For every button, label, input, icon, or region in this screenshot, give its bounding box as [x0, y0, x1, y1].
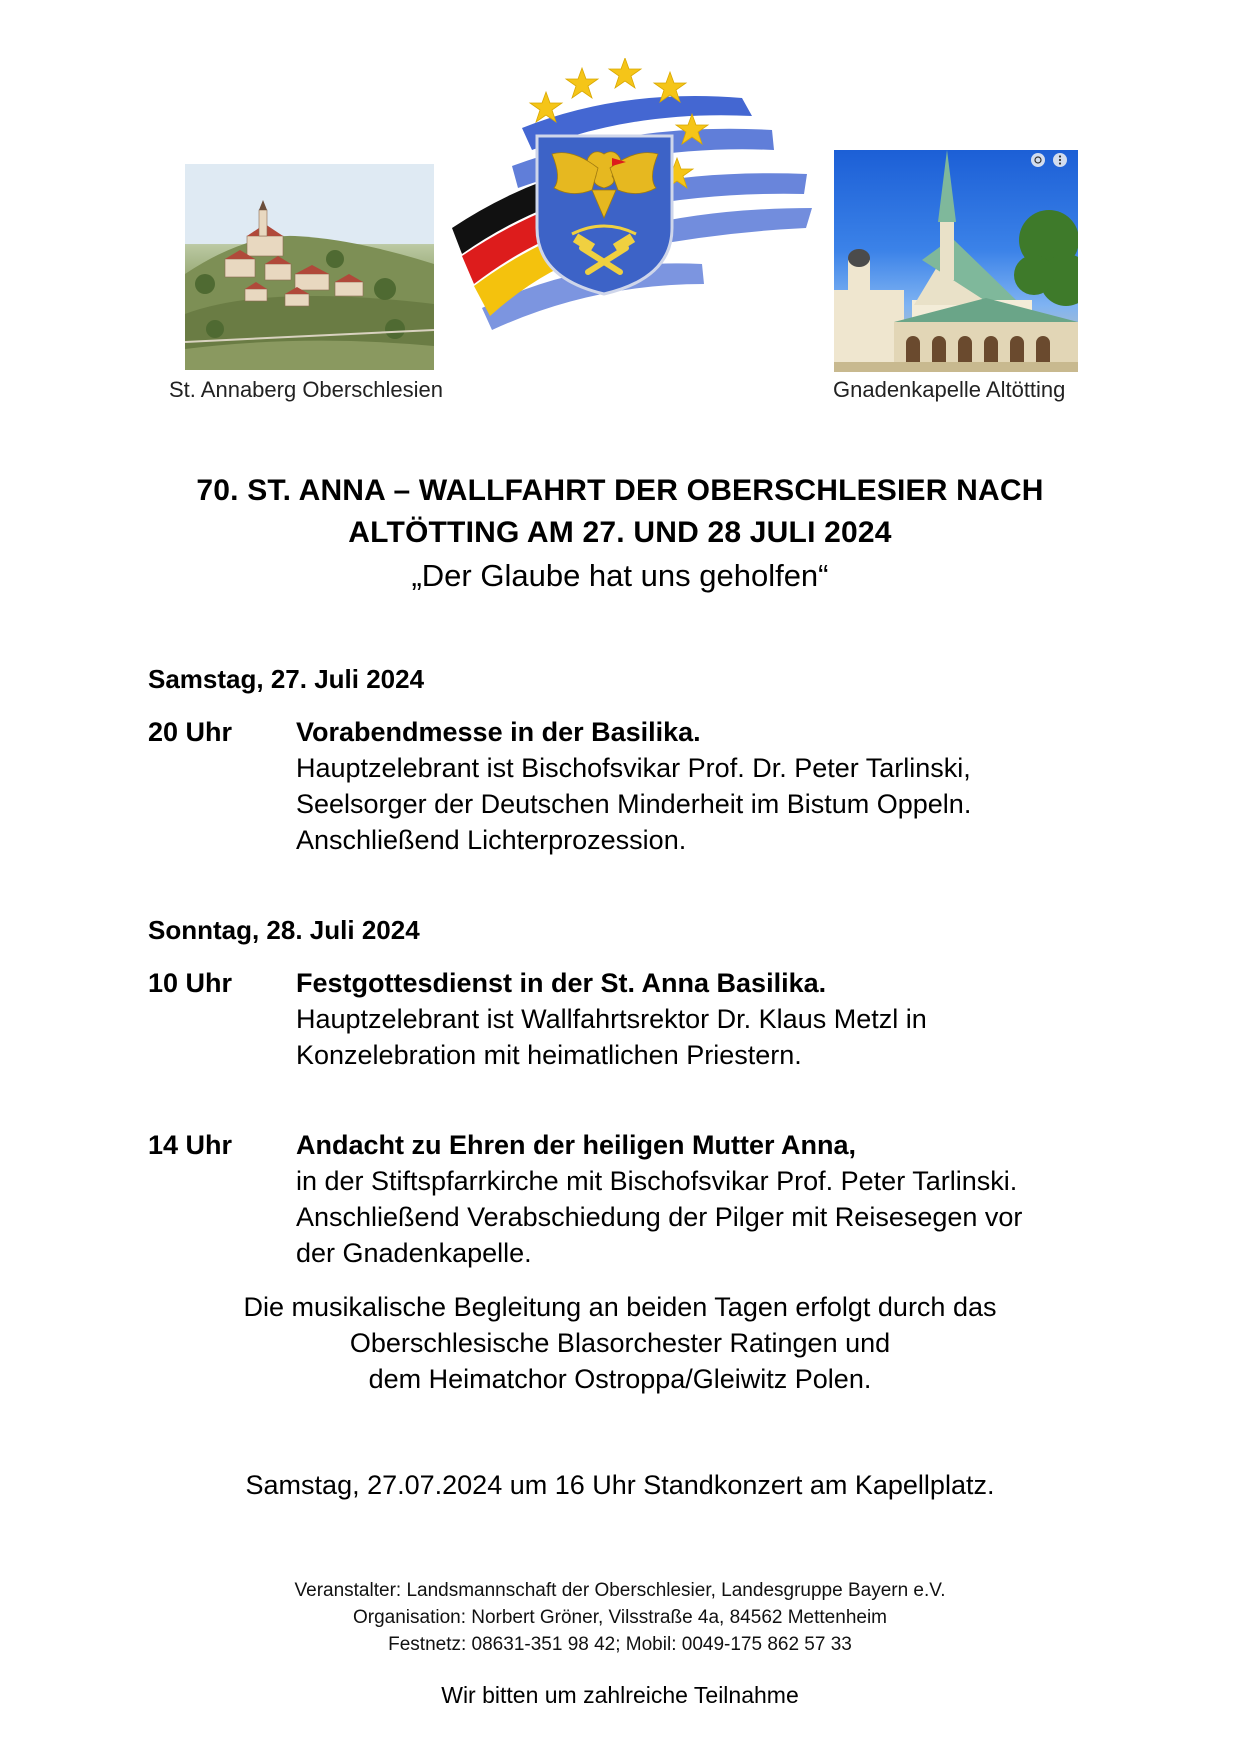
event-detail-line: der Gnadenkapelle. — [296, 1238, 532, 1268]
caption-gnadenkapelle: Gnadenkapelle Altötting — [833, 377, 1066, 402]
title-line-2: ALTÖTTING AM 27. UND 28 JULI 2024 — [348, 516, 892, 549]
day-heading-saturday: Samstag, 27. Juli 2024 — [148, 664, 425, 694]
event-detail-line: Anschließend Lichterprozession. — [296, 825, 687, 855]
motto-subtitle: „Der Glaube hat uns geholfen“ — [411, 558, 829, 593]
lens-icon — [1031, 153, 1045, 167]
event-detail-line: Hauptzelebrant ist Bischofsvikar Prof. Dr. Peter Tarlinski, — [296, 753, 971, 783]
event-detail-line: Hauptzelebrant ist Wallfahrtsrektor Dr. Klaus Metzl in — [296, 1004, 927, 1034]
emblem-graphic — [452, 58, 822, 338]
caption-st-annaberg: St. Annaberg Oberschlesien — [169, 377, 443, 402]
gnadenkapelle-photo — [834, 150, 1078, 372]
music-line: Die musikalische Begleitung an beiden Tagen erfolgt durch das — [243, 1292, 997, 1322]
music-line: dem Heimatchor Ostroppa/Gleiwitz Polen. — [368, 1364, 872, 1394]
st-annaberg-photo — [185, 164, 434, 370]
event-title: Festgottesdienst in der St. Anna Basilika. — [296, 968, 827, 998]
event-detail-line: Anschließend Verabschiedung der Pilger mit Reisesegen vor — [296, 1202, 1023, 1232]
day-heading-sunday: Sonntag, 28. Juli 2024 — [148, 915, 420, 945]
event-time: 20 Uhr — [148, 717, 233, 747]
organisation-line: Organisation: Norbert Gröner, Vilsstraße 4a, 84562 Mettenheim — [352, 1607, 888, 1628]
title-line-1: 70. ST. ANNA – WALLFAHRT DER OBERSCHLESIER NACH — [196, 474, 1044, 507]
oberschlesien-emblem — [452, 58, 822, 338]
event-detail-line: Seelsorger der Deutschen Minderheit im Bistum Oppeln. — [296, 789, 972, 819]
event-title: Vorabendmesse in der Basilika. — [296, 717, 701, 747]
event-title: Andacht zu Ehren der heiligen Mutter Anna, — [296, 1130, 857, 1160]
contact-line: Festnetz: 08631-351 98 42; Mobil: 0049-175 862 57 33 — [388, 1634, 852, 1655]
concert-announcement: Samstag, 27.07.2024 um 16 Uhr Standkonzert am Kapellplatz. — [245, 1470, 995, 1500]
music-line: Oberschlesische Blasorchester Ratingen und — [349, 1328, 891, 1358]
st-annaberg-illustration — [185, 164, 434, 370]
organizer-line: Veranstalter: Landsmannschaft der Oberschlesier, Landesgruppe Bayern e.V. — [294, 1580, 946, 1601]
gnadenkapelle-illustration — [834, 150, 1078, 372]
event-detail-line: Konzelebration mit heimatlichen Priestern. — [296, 1040, 802, 1070]
event-time: 10 Uhr — [148, 968, 233, 998]
closing-line: Wir bitten um zahlreiche Teilnahme — [441, 1682, 799, 1708]
event-detail-line: in der Stiftspfarrkirche mit Bischofsvikar Prof. Peter Tarlinski. — [296, 1166, 1018, 1196]
event-time: 14 Uhr — [148, 1130, 233, 1160]
